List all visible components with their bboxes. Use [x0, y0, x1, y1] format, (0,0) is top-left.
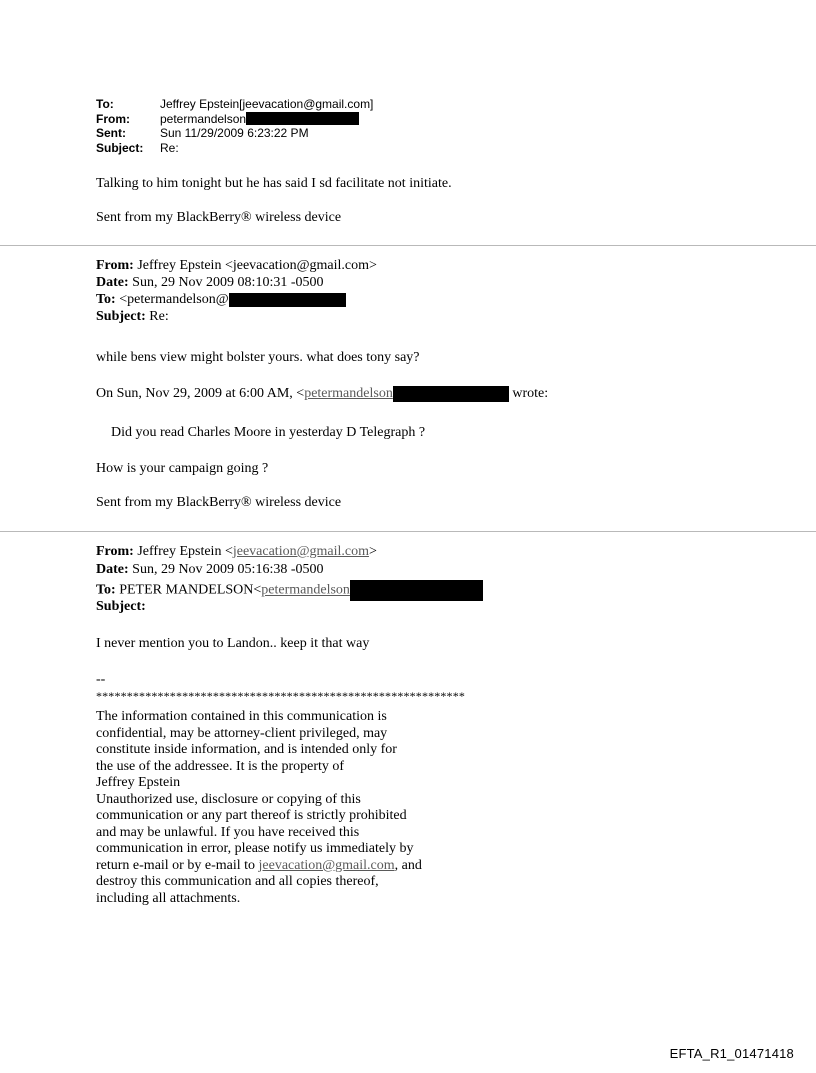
msg3-date-line	[96, 562, 324, 579]
msg2-subject-value: Re:	[145, 309, 169, 324]
sent-label: Sent:	[96, 126, 126, 140]
header-to-row	[96, 97, 373, 112]
disclaimer-line: communication in error, please notify us immediately by	[96, 841, 414, 856]
divider	[0, 245, 816, 246]
disclaimer-line: confidential, may be attorney-client privileged, may	[96, 725, 388, 741]
document-id: EFTA_R1_01471418	[669, 1046, 794, 1061]
quoted-line: Did you read Charles Moore in yesterday D Telegraph ?	[111, 425, 426, 440]
msg3-subject-label: Subject:	[96, 599, 146, 614]
header-sent-row	[96, 126, 373, 141]
msg3-to-line	[96, 580, 483, 601]
disclaimer-line: communication or any part thereof is strictly prohibited	[96, 808, 407, 823]
disclaimer-line: the use of the addressee. It is the property of	[96, 758, 345, 774]
msg2-date-line	[96, 275, 324, 292]
msg2-to-line	[96, 292, 346, 309]
msg2-date-label: Date:	[96, 275, 129, 290]
msg3-to-label: To:	[96, 582, 116, 598]
reply-body: Talking to him tonight but he has said I sd facilitate not initiate.	[96, 176, 452, 191]
subject-label: Subject:	[96, 140, 144, 155]
msg2-from-value: Jeffrey Epstein <jeevacation@gmail.com>	[133, 258, 377, 273]
from-label: From:	[96, 111, 130, 126]
disclaimer-line: and may be unlawful. If you have received this	[96, 824, 360, 840]
signature-dashes: --	[96, 672, 106, 687]
stars-separator: ************************************************************	[96, 689, 465, 703]
msg2-quote-intro	[96, 386, 548, 403]
redaction-box	[350, 580, 483, 601]
msg3-from-suffix: >	[368, 544, 377, 559]
reply-signature: Sent from my BlackBerry® wireless device	[96, 210, 342, 225]
msg2-subject-label: Subject:	[96, 309, 146, 324]
msg3-body: I never mention you to Landon.. keep it that way	[96, 636, 370, 651]
disclaimer-return-suffix: , and	[394, 857, 422, 873]
disclaimer-email-link[interactable]: jeevacation@gmail.com	[258, 857, 395, 873]
quote-email-link[interactable]: petermandelson	[304, 386, 393, 402]
disclaimer-line: including all attachments.	[96, 890, 241, 906]
email-header	[96, 97, 373, 155]
header-from-row	[96, 112, 373, 127]
msg3-from-email-link[interactable]: jeevacation@gmail.com	[232, 544, 369, 559]
msg3-subject-line	[96, 599, 146, 616]
quote-intro-text: On Sun, Nov 29, 2009 at 6:00 AM, <	[96, 386, 305, 402]
msg3-to-email-link[interactable]: petermandelson	[261, 582, 350, 598]
redaction-box	[246, 112, 359, 125]
msg3-to-prefix: PETER MANDELSON<	[115, 582, 262, 598]
disclaimer-line: destroy this communication and all copies thereof,	[96, 874, 379, 889]
disclaimer	[96, 709, 422, 907]
redaction-box	[229, 293, 346, 307]
msg2-date-value: Sun, 29 Nov 2009 08:10:31 -0500	[128, 275, 324, 290]
header-subject-row	[96, 141, 373, 156]
disclaimer-return-prefix: return e-mail or by e-mail to	[96, 857, 259, 873]
subject-value: Re:	[160, 140, 179, 155]
msg3-date-value: Sun, 29 Nov 2009 05:16:38 -0500	[128, 562, 324, 577]
msg3-from-line	[96, 544, 377, 561]
msg2-signature: Sent from my BlackBerry® wireless device	[96, 495, 342, 510]
from-value: petermandelson	[160, 111, 247, 126]
to-value: Jeffrey Epstein[jeevacation@gmail.com]	[160, 97, 374, 111]
disclaimer-line: constitute inside information, and is intended only for	[96, 742, 397, 757]
redaction-box	[393, 386, 509, 402]
disclaimer-line: Unauthorized use, disclosure or copying of this	[96, 791, 361, 807]
msg2-from-line	[96, 258, 377, 275]
quote-wrote-text: wrote:	[508, 386, 549, 402]
msg2-to-label: To:	[96, 292, 116, 307]
msg2-to-value: <petermandelson@	[115, 292, 229, 307]
disclaimer-line: The information contained in this communication is	[96, 709, 387, 724]
divider	[0, 531, 816, 532]
msg2-subject-line	[96, 309, 169, 326]
msg3-date-label: Date:	[96, 562, 129, 577]
disclaimer-return-line	[96, 858, 422, 875]
disclaimer-line: Jeffrey Epstein	[96, 775, 181, 790]
msg2-from-label: From:	[96, 258, 134, 273]
quoted-line-2: How is your campaign going ?	[96, 461, 269, 476]
msg3-from-label: From:	[96, 544, 134, 559]
msg3-from-prefix: Jeffrey Epstein <	[133, 544, 233, 559]
sent-value: Sun 11/29/2009 6:23:22 PM	[160, 126, 309, 140]
to-label: To:	[96, 97, 114, 111]
msg2-body: while bens view might bolster yours. what does tony say?	[96, 350, 420, 365]
